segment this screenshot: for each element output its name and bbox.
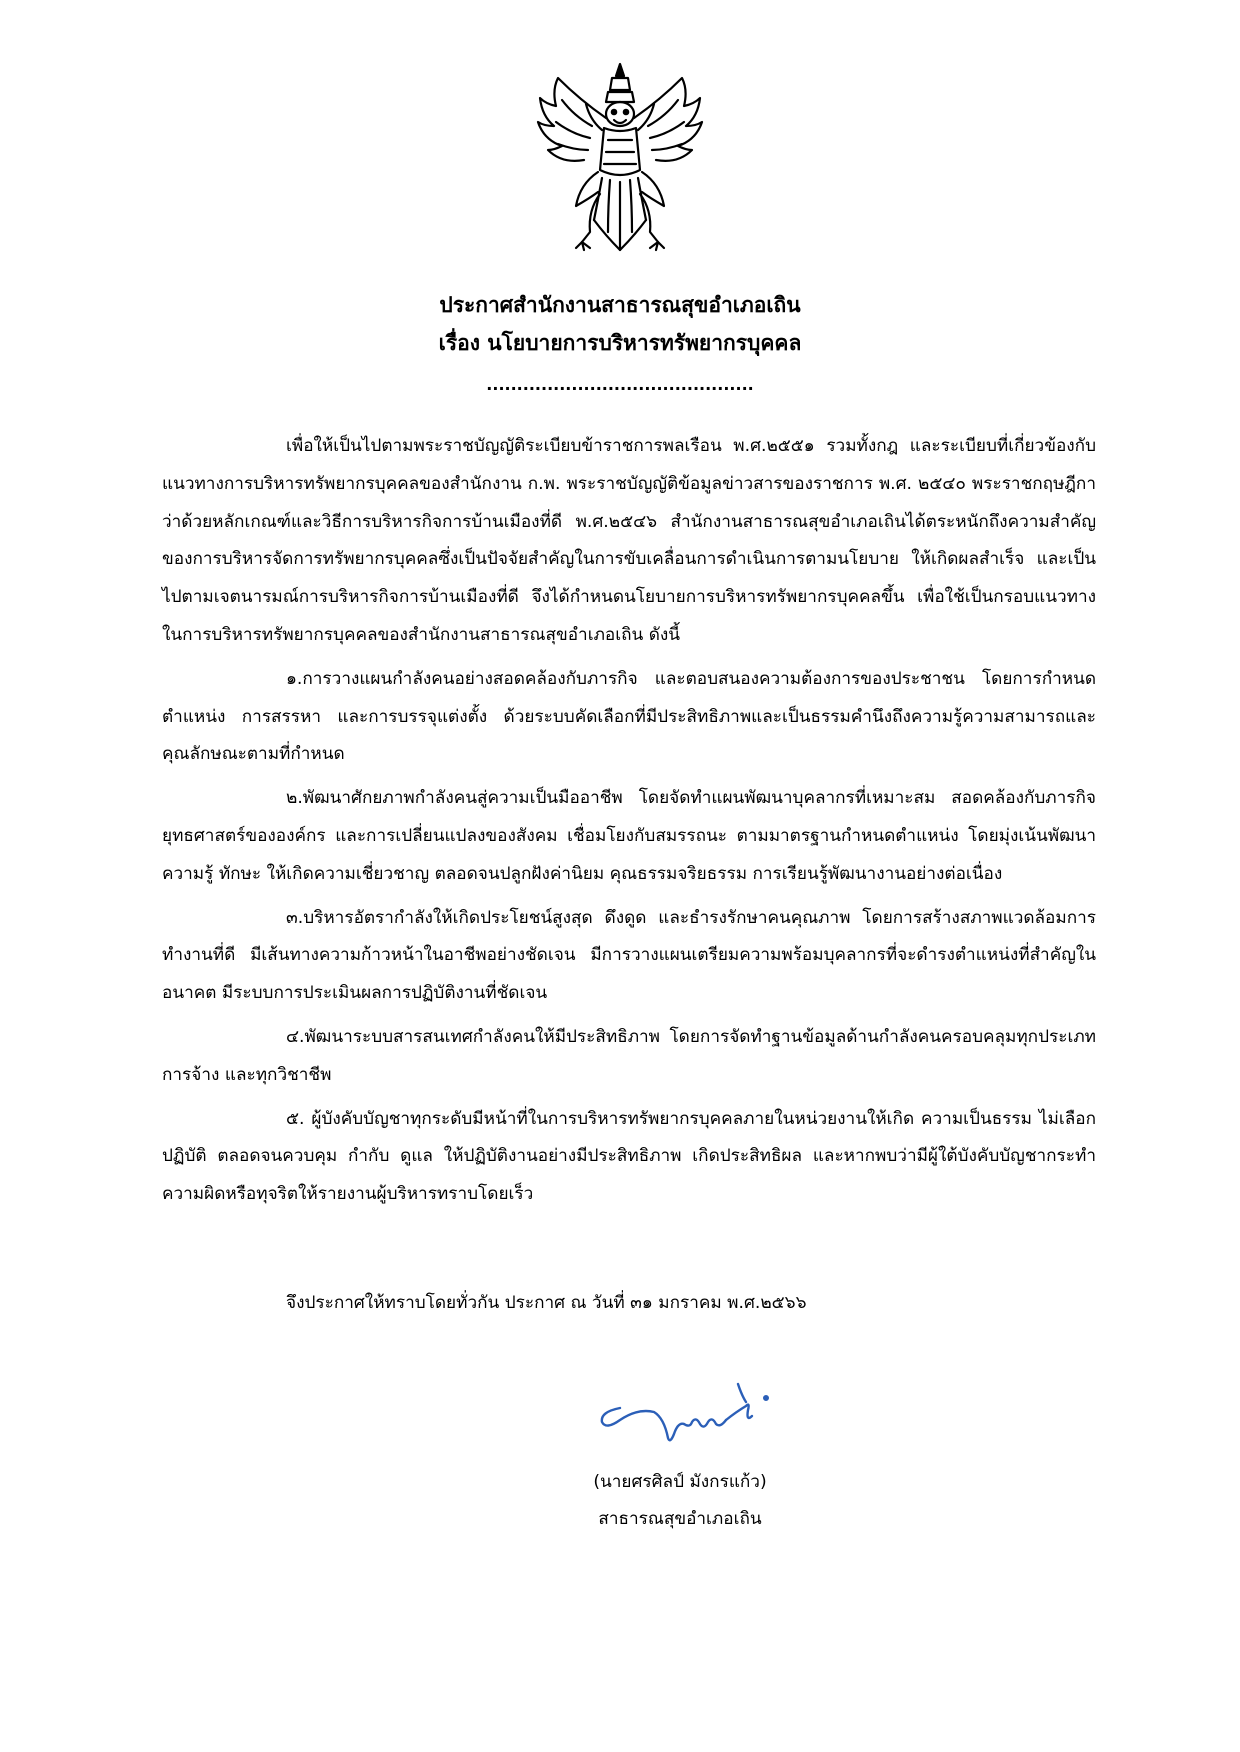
signer-name: (นายศรศิลป์ มังกรแก้ว) [593,1472,767,1492]
policy-item-4: ๔.พัฒนาระบบสารสนเทศกำลังคนให้มีประสิทธิภาพ โดยการจัดทำฐานข้อมูลด้านกำลังคนครอบคลุมทุกประเภทการจ้าง และทุกวิชาชีพ [162,1026,1096,1085]
intro-paragraph: เพื่อให้เป็นไปตามพระราชบัญญัติระเบียบข้าราชการพลเรือน พ.ศ.๒๕๕๑ รวมทั้งกฎ และระเบียบที่เกี่ยวข้องกับแนวทางการบริหารทรัพยากรบุคคลของสำนักงาน ก.พ. พระราชบัญญัติข้อมูลข่าวสารของราชการ พ.ศ. ๒๕๔๐ พระราชกฤษฎีกาว่าด้วยหลักเกณฑ์และวิธีการบริหารกิจการบ้านเมืองที่ดี พ.ศ.๒๕๔๖ สำนักงานสาธารณสุขอำเภอเถินได้ตระหนักถึงความสำคัญของการบริหารจัดการทรัพยากรบุคคลซึ่งเป็นปัจจัยสำคัญในการขับเคลื่อนการดำเนินการตามนโยบาย ให้เกิดผลสำเร็จ และเป็นไปตามเจตนารมณ์การบริหารกิจการบ้านเมืองที่ดี จึงได้กำหนดนโยบายการบริหารทรัพยากรบุคคลขึ้น เพื่อใช้เป็นกรอบแนวทางในการบริหารทรัพยากรบุคคลของสำนักงานสาธารณสุขอำเภอเถิน ดังนี้ [162,436,1096,645]
page-title: ประกาศสำนักงานสาธารณสุขอำเภอเถิน [439,293,801,317]
title-separator: ............................................ [486,375,754,394]
policy-item-1: ๑.การวางแผนกำลังคนอย่างสอดคล้องกับภารกิจ และตอบสนองความต้องการของประชาชน โดยการกำหนดตำแหน่ง การสรรหา และการบรรจุแต่งตั้ง ด้วยระบบคัดเลือกที่มีประสิทธิภาพและเป็นธรรมคำนึงถึงความรู้ความสามารถและคุณลักษณะตามที่กำหนด [162,668,1096,765]
policy-item-3: ๓.บริหารอัตรากำลังให้เกิดประโยชน์สูงสุด ดึงดูด และธำรงรักษาคนคุณภาพ โดยการสร้างสภาพแวดล้อมการทำงานที่ดี มีเส้นทางความก้าวหน้าในอาชีพอย่างชัดเจน มีการวางแผนเตรียมความพร้อมบุคลากรที่จะดำรงตำแหน่งที่สำคัญในอนาคต มีระบบการประเมินผลการปฏิบัติงานที่ชัดเจน [162,907,1096,1004]
policy-item-2: ๒.พัฒนาศักยภาพกำลังคนสู่ความเป็นมืออาชีพ โดยจัดทำแผนพัฒนาบุคลากรที่เหมาะสม สอดคล้องกับภารกิจ ยุทธศาสตร์ขององค์กร และการเปลี่ยนแปลงของสังคม เชื่อมโยงกับสมรรถนะ ตามมาตรฐานกำหนดตำแหน่ง โดยมุ่งเน้นพัฒนาความรู้ ทักษะ ให้เกิดความเชี่ยวชาญ ตลอดจนปลูกฝังค่านิยม คุณธรรมจริยธรรม การเรียนรู้พัฒนางานอย่างต่อเนื่อง [162,788,1096,884]
header [0,286,1240,400]
closing-statement: จึงประกาศให้ทราบโดยทั่วกัน ประกาศ ณ วันที่ ๓๑ มกราคม พ.ศ.๒๕๖๖ [286,1293,807,1313]
announcement-body [162,428,1096,1214]
subject-line: เรื่อง นโยบายการบริหารทรัพยากรบุคคล [438,331,802,355]
signer-position: สาธารณสุขอำเภอเถิน [598,1509,762,1529]
handwritten-signature [580,1368,800,1458]
signer-block [560,1464,800,1538]
garuda-emblem-icon [528,60,712,260]
policy-item-5: ๕. ผู้บังคับบัญชาทุกระดับมีหน้าที่ในการบริหารทรัพยากรบุคคลภายในหน่วยงานให้เกิด ความเป็นธรรม ไม่เลือกปฏิบัติ ตลอดจนควบคุม กำกับ ดูแล ให้ปฏิบัติงานอย่างมีประสิทธิภาพ เกิดประสิทธิผล และหากพบว่ามีผู้ใต้บังคับบัญชากระทำความผิดหรือทุจริตให้รายงานผู้บริหารทราบโดยเร็ว [162,1108,1096,1205]
